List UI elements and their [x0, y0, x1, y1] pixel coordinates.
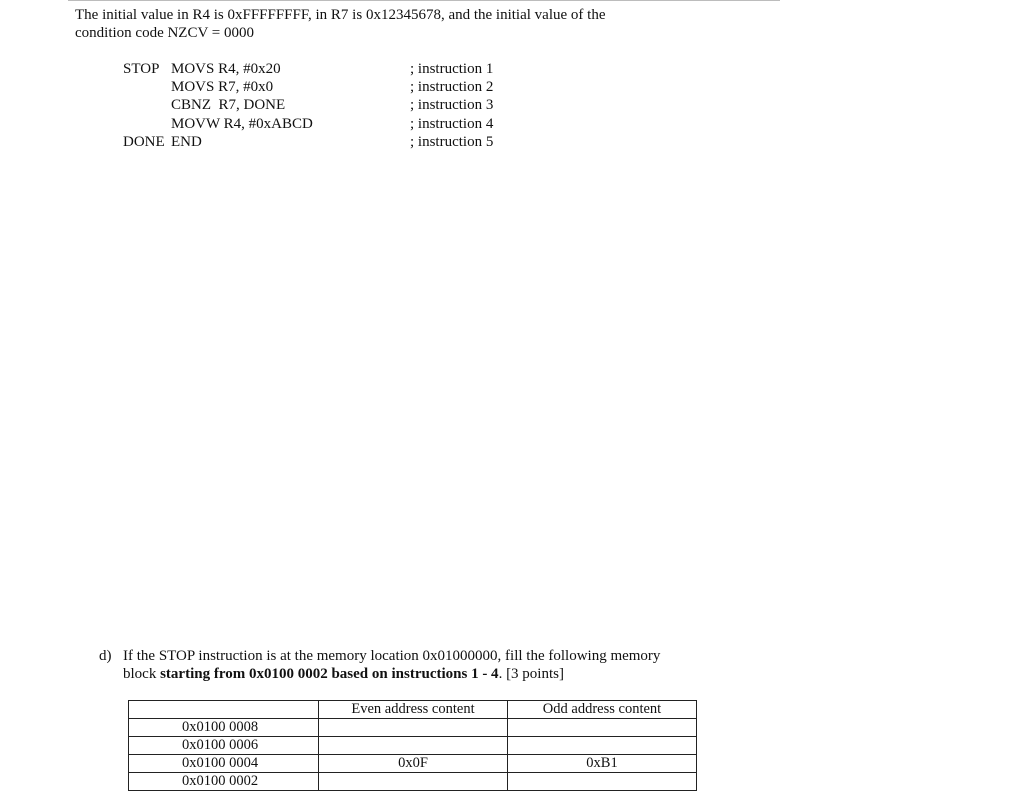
code-label-5: DONE [123, 134, 165, 150]
odd-content-cell[interactable] [508, 719, 697, 737]
address-cell [129, 755, 319, 773]
memory-table [128, 700, 697, 791]
question-line-2-prefix: block [123, 666, 161, 682]
question-line-1: If the STOP instruction is at the memory location 0x01000000, fill the following memory [123, 648, 661, 664]
code-instruction-4: MOVW R4, #0xABCD [171, 116, 313, 132]
intro-line-2: condition code NZCV = 0000 [75, 25, 254, 41]
address-value: 0x0100 0002 [182, 773, 259, 789]
code-instruction-2: MOVS R7, #0x0 [171, 79, 274, 95]
table-row [129, 773, 697, 791]
question-line-2 [123, 665, 763, 683]
odd-content-cell[interactable] [508, 773, 697, 791]
top-divider [68, 0, 780, 1]
odd-content-cell[interactable] [508, 737, 697, 755]
even-content-cell[interactable] [319, 773, 508, 791]
address-value: 0x0100 0008 [182, 719, 259, 735]
intro-line-1: The initial value in R4 is 0xFFFFFFFF, in R7 is 0x12345678, and the initial value of the [75, 7, 606, 23]
header-odd: Odd address content [508, 701, 697, 719]
question-line-2-bold: starting from 0x0100 0002 based on instructions 1 - 4 [160, 666, 499, 682]
table-row [129, 755, 697, 773]
code-comment-3: ; instruction 3 [410, 97, 494, 113]
question-letter: d) [99, 648, 112, 664]
code-instruction-1: MOVS R4, #0x20 [171, 61, 281, 77]
code-comment-2: ; instruction 2 [410, 79, 494, 95]
address-cell [129, 737, 319, 755]
address-cell [129, 773, 319, 791]
table-row [129, 719, 697, 737]
code-comment-1: ; instruction 1 [410, 61, 494, 77]
odd-content-cell[interactable]: 0xB1 [508, 755, 697, 773]
even-content-cell[interactable]: 0x0F [319, 755, 508, 773]
even-content-cell[interactable] [319, 719, 508, 737]
address-value: 0x0100 0006 [182, 737, 259, 753]
table-header-row [129, 701, 697, 719]
code-label-1: STOP [123, 61, 160, 77]
code-instruction-5: END [171, 134, 202, 150]
code-instruction-3: CBNZ R7, DONE [171, 97, 286, 113]
address-value: 0x0100 0004 [182, 755, 259, 771]
code-comment-4: ; instruction 4 [410, 116, 494, 132]
intro-paragraph [75, 6, 715, 42]
header-even: Even address content [319, 701, 508, 719]
even-content-cell[interactable] [319, 737, 508, 755]
code-comment-5: ; instruction 5 [410, 134, 494, 150]
address-cell [129, 719, 319, 737]
header-address [129, 701, 319, 719]
table-row [129, 737, 697, 755]
question-line-2-suffix: . [3 points] [498, 666, 564, 682]
question-d [99, 647, 739, 683]
